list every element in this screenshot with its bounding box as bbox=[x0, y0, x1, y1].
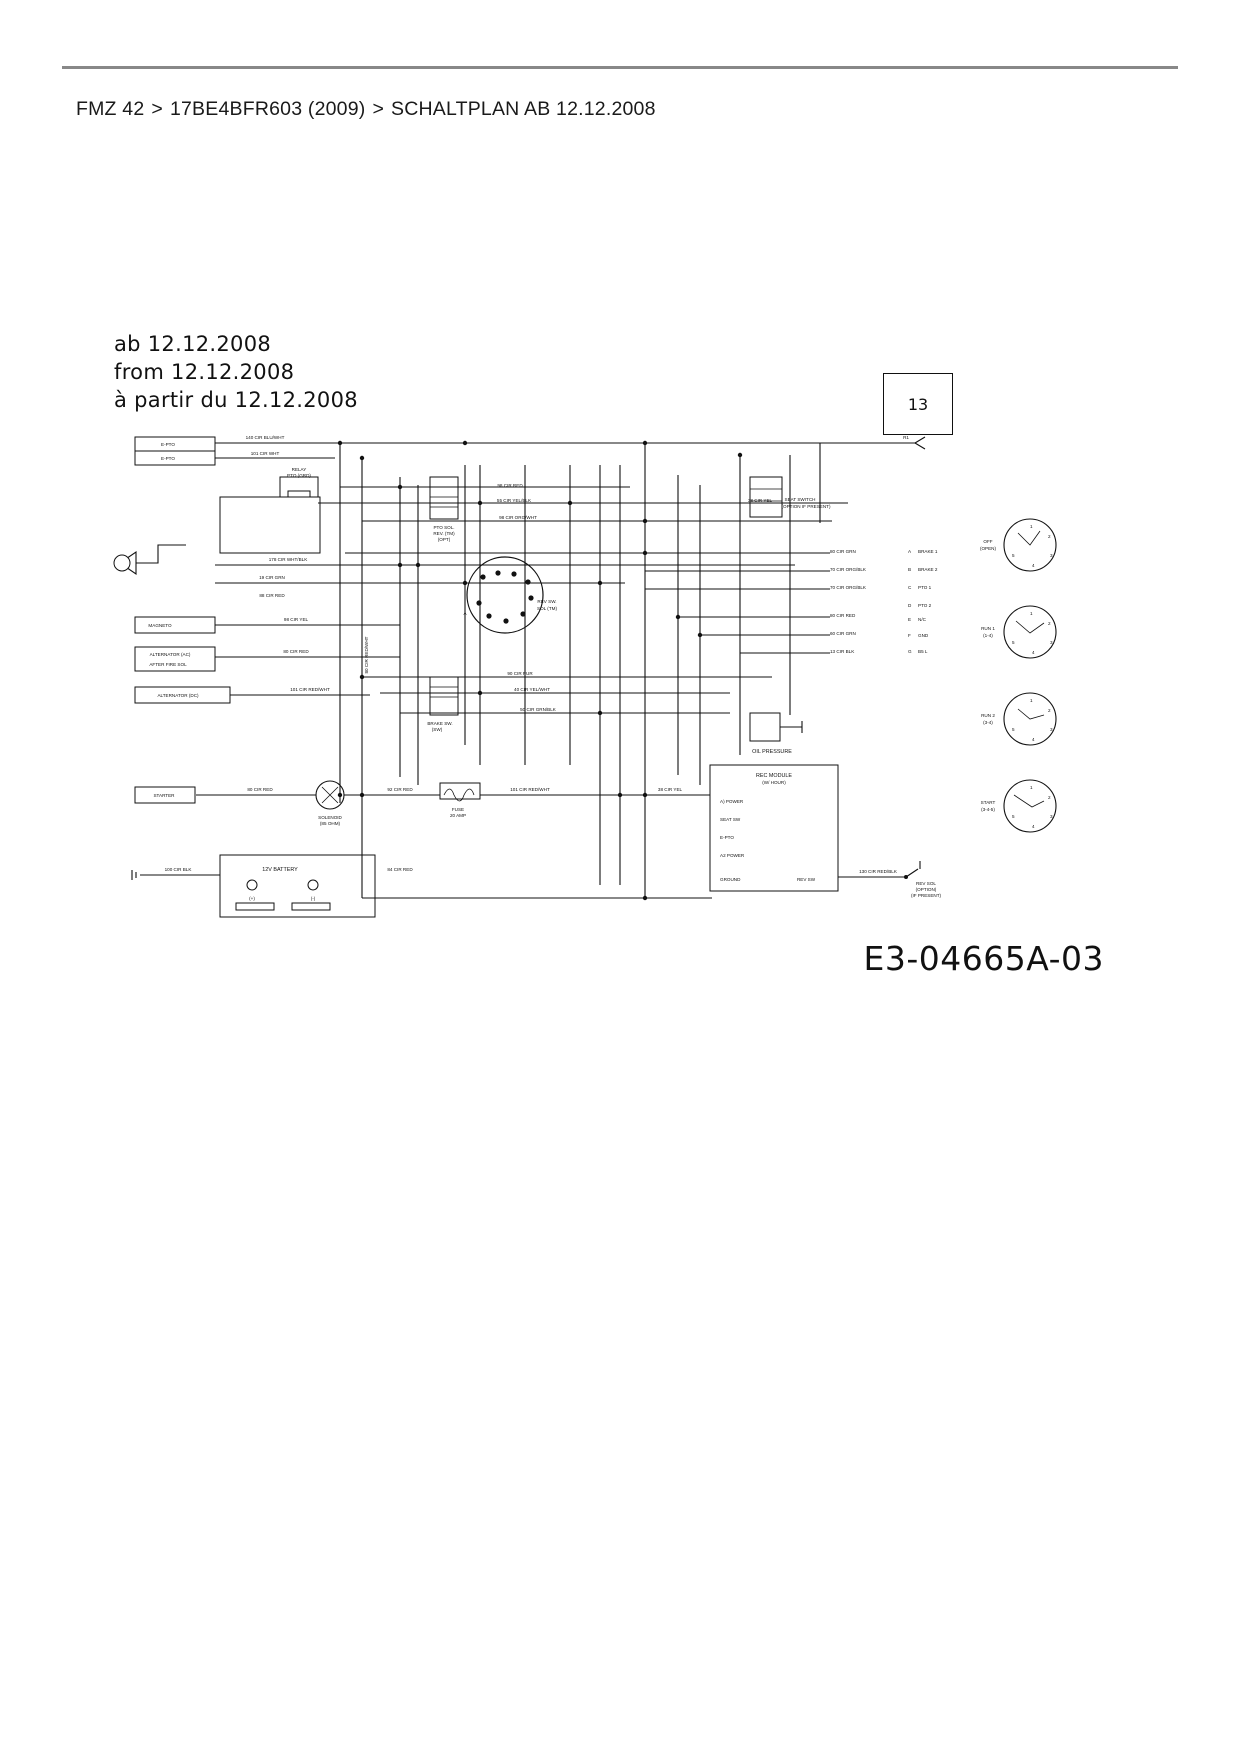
svg-text:BRAKE 2: BRAKE 2 bbox=[918, 567, 938, 572]
svg-text:101 CIR WHT: 101 CIR WHT bbox=[250, 451, 280, 456]
svg-text:BRAKE 1: BRAKE 1 bbox=[918, 549, 938, 554]
rec-module-block bbox=[710, 765, 838, 891]
breadcrumb-item-model[interactable]: FMZ 42 bbox=[76, 98, 145, 120]
breadcrumb-separator-1: > bbox=[151, 98, 163, 120]
svg-text:REV SW: REV SW bbox=[796, 877, 816, 882]
svg-text:R1: R1 bbox=[903, 435, 909, 440]
svg-text:80 CIR RED: 80 CIR RED bbox=[830, 613, 856, 618]
diagram-part-number: E3-04665A-03 bbox=[863, 939, 1104, 978]
solenoid-block bbox=[247, 781, 344, 826]
svg-text:(-): (-) bbox=[310, 896, 316, 901]
svg-text:60 CIR GRN: 60 CIR GRN bbox=[830, 631, 856, 636]
svg-text:1: 1 bbox=[1030, 524, 1033, 529]
wiring-diagram bbox=[100, 325, 1110, 980]
svg-text:70 CIR ORG/BLK: 70 CIR ORG/BLK bbox=[830, 585, 866, 590]
svg-text:GROUND: GROUND bbox=[720, 877, 741, 882]
page-callout-label: 13 bbox=[907, 394, 929, 414]
svg-text:101 CIR RED/WHT: 101 CIR RED/WHT bbox=[290, 687, 330, 692]
svg-text:C: C bbox=[908, 585, 912, 590]
svg-text:38 CIR YEL: 38 CIR YEL bbox=[657, 787, 683, 792]
svg-text:RUN 2: RUN 2 bbox=[981, 713, 995, 718]
svg-text:(OPTION): (OPTION) bbox=[915, 887, 937, 892]
svg-text:1: 1 bbox=[1030, 698, 1033, 703]
svg-text:98 CIR RED: 98 CIR RED bbox=[497, 483, 523, 488]
svg-text:BRAKE SW.: BRAKE SW. bbox=[427, 721, 453, 726]
svg-text:PTO (GRD): PTO (GRD) bbox=[287, 473, 311, 478]
svg-text:12V BATTERY: 12V BATTERY bbox=[262, 867, 298, 873]
svg-text:50 CIR GRN/BLK: 50 CIR GRN/BLK bbox=[520, 707, 556, 712]
svg-text:SOLENOID: SOLENOID bbox=[318, 815, 342, 820]
date-line-de: ab 12.12.2008 bbox=[114, 332, 272, 356]
ignition-terminal-list bbox=[830, 549, 938, 654]
relay-block bbox=[220, 467, 320, 553]
svg-text:E-PTO: E-PTO bbox=[161, 442, 175, 447]
svg-text:88 CIR RED: 88 CIR RED bbox=[259, 593, 285, 598]
svg-text:(OPT): (OPT) bbox=[437, 537, 451, 542]
svg-text:A2 POWER: A2 POWER bbox=[720, 853, 745, 858]
svg-text:A: A bbox=[908, 549, 912, 554]
svg-text:MAGNETO: MAGNETO bbox=[148, 623, 172, 628]
brake-switch-block bbox=[427, 677, 458, 732]
svg-text:80 CIR RED: 80 CIR RED bbox=[283, 649, 309, 654]
svg-text:E-PTO: E-PTO bbox=[720, 835, 734, 840]
svg-text:ALTERNATOR (AC): ALTERNATOR (AC) bbox=[149, 652, 191, 657]
schematic-svg bbox=[100, 325, 1110, 980]
svg-text:A) POWER: A) POWER bbox=[720, 799, 744, 804]
svg-text:38 CIR YEL: 38 CIR YEL bbox=[747, 498, 773, 503]
svg-text:START: START bbox=[980, 800, 996, 805]
svg-text:80 CIR RED/WHT: 80 CIR RED/WHT bbox=[364, 636, 369, 674]
svg-text:REC MODULE: REC MODULE bbox=[756, 773, 792, 779]
svg-text:2: 2 bbox=[1048, 708, 1051, 713]
svg-text:E: E bbox=[908, 617, 912, 622]
breadcrumb-item-serial[interactable]: 17BE4BFR603 (2009) bbox=[169, 98, 366, 120]
svg-text:92 CIR RED: 92 CIR RED bbox=[387, 787, 413, 792]
svg-text:3: 3 bbox=[1050, 640, 1053, 645]
svg-text:20 AMP: 20 AMP bbox=[449, 813, 467, 818]
switch-position-diagrams bbox=[980, 519, 1056, 832]
svg-text:101 CIR RED/WHT: 101 CIR RED/WHT bbox=[510, 787, 550, 792]
svg-text:3: 3 bbox=[1050, 553, 1053, 558]
svg-text:98 CIR ORG/WHT: 98 CIR ORG/WHT bbox=[499, 515, 537, 520]
svg-text:RUN 1: RUN 1 bbox=[981, 626, 995, 631]
svg-text:100 CIR BLK: 100 CIR BLK bbox=[164, 867, 192, 872]
svg-text:(OPTION IF PRESENT): (OPTION IF PRESENT) bbox=[781, 504, 831, 509]
svg-text:A: A bbox=[463, 611, 467, 616]
svg-text:REV SW.: REV SW. bbox=[537, 599, 557, 604]
svg-text:4: 4 bbox=[1032, 650, 1035, 655]
date-line-fr: à partir du 12.12.2008 bbox=[114, 387, 358, 412]
svg-text:PTO SOL.: PTO SOL. bbox=[433, 525, 455, 530]
svg-text:RELAY: RELAY bbox=[291, 467, 307, 472]
svg-text:5: 5 bbox=[1012, 814, 1015, 819]
svg-text:90 CIR PUR: 90 CIR PUR bbox=[507, 671, 533, 676]
svg-text:(3-4-5): (3-4-5) bbox=[981, 807, 995, 812]
svg-text:PTO 1: PTO 1 bbox=[918, 585, 932, 590]
svg-text:GND: GND bbox=[918, 633, 929, 638]
svg-text:(1-4): (1-4) bbox=[983, 633, 993, 638]
svg-text:98 CIR YEL: 98 CIR YEL bbox=[283, 617, 309, 622]
svg-text:5: 5 bbox=[1012, 553, 1015, 558]
breadcrumb bbox=[76, 98, 656, 121]
svg-text:SEAT SWITCH: SEAT SWITCH bbox=[784, 497, 816, 502]
svg-text:80 CIR RED: 80 CIR RED bbox=[247, 787, 273, 792]
svg-text:140 CIR BLU/WHT: 140 CIR BLU/WHT bbox=[245, 435, 285, 440]
header-divider bbox=[62, 66, 1178, 69]
svg-text:B5 L: B5 L bbox=[918, 649, 928, 654]
svg-text:(OPEN): (OPEN) bbox=[979, 546, 997, 551]
horn-symbol bbox=[114, 545, 186, 574]
svg-text:1: 1 bbox=[1030, 785, 1033, 790]
svg-text:F: F bbox=[908, 633, 911, 638]
svg-text:FUSE: FUSE bbox=[451, 807, 465, 812]
svg-text:2: 2 bbox=[1048, 795, 1051, 800]
svg-text:SEAT SW: SEAT SW bbox=[720, 817, 741, 822]
svg-text:OIL PRESSURE: OIL PRESSURE bbox=[752, 749, 792, 755]
svg-text:19 CIR GRN: 19 CIR GRN bbox=[259, 575, 285, 580]
svg-text:3: 3 bbox=[1050, 727, 1053, 732]
svg-text:84 CIR RED: 84 CIR RED bbox=[387, 867, 413, 872]
svg-text:N/C: N/C bbox=[918, 617, 926, 622]
svg-text:B: B bbox=[908, 567, 912, 572]
date-line-en: from 12.12.2008 bbox=[114, 359, 295, 384]
svg-text:REV SOL: REV SOL bbox=[916, 881, 936, 886]
ignition-switch bbox=[463, 557, 557, 633]
svg-text:OFF: OFF bbox=[983, 539, 993, 544]
svg-text:5: 5 bbox=[1012, 727, 1015, 732]
oil-pressure-block bbox=[750, 713, 802, 755]
svg-text:(85 OHM): (85 OHM) bbox=[319, 821, 341, 826]
svg-text:3: 3 bbox=[1050, 814, 1053, 819]
svg-text:1: 1 bbox=[1030, 611, 1033, 616]
svg-text:SOL (TM): SOL (TM) bbox=[537, 606, 557, 611]
breadcrumb-item-section[interactable]: SCHALTPLAN AB 12.12.2008 bbox=[391, 98, 656, 120]
svg-text:4: 4 bbox=[1032, 737, 1035, 742]
svg-text:(IF PRESENT): (IF PRESENT) bbox=[910, 893, 942, 898]
svg-text:STARTER: STARTER bbox=[153, 793, 175, 798]
svg-text:(W/ HOUR): (W/ HOUR) bbox=[762, 780, 786, 785]
rev-sol-option-block bbox=[838, 861, 942, 898]
breadcrumb-separator-2: > bbox=[372, 98, 385, 120]
svg-text:ALTERNATOR (DC): ALTERNATOR (DC) bbox=[157, 693, 199, 698]
svg-text:55 CIR YEL/BLK: 55 CIR YEL/BLK bbox=[496, 498, 532, 503]
svg-text:4: 4 bbox=[1032, 563, 1035, 568]
svg-text:PTO 2: PTO 2 bbox=[918, 603, 932, 608]
svg-text:80 CIR GRN: 80 CIR GRN bbox=[830, 549, 856, 554]
svg-text:(SW): (SW) bbox=[431, 727, 443, 732]
svg-text:AFTER FIRE SOL: AFTER FIRE SOL bbox=[149, 662, 187, 667]
svg-text:REV. (TM): REV. (TM) bbox=[433, 531, 455, 536]
svg-text:70 CIR ORG/BLK: 70 CIR ORG/BLK bbox=[830, 567, 866, 572]
svg-text:E-PTO: E-PTO bbox=[161, 456, 175, 461]
svg-text:40 CIR YEL/WHT: 40 CIR YEL/WHT bbox=[514, 687, 550, 692]
svg-text:G: G bbox=[908, 649, 912, 654]
svg-text:178 CIR WHT/BLK: 178 CIR WHT/BLK bbox=[268, 557, 308, 562]
svg-text:2: 2 bbox=[1048, 621, 1051, 626]
fuse-block bbox=[387, 783, 480, 818]
svg-text:13 CIR BLK: 13 CIR BLK bbox=[830, 649, 855, 654]
svg-text:2: 2 bbox=[1048, 534, 1051, 539]
svg-text:(3-4): (3-4) bbox=[983, 720, 993, 725]
svg-text:130 CIR RED/BLK: 130 CIR RED/BLK bbox=[859, 869, 897, 874]
svg-text:5: 5 bbox=[1012, 640, 1015, 645]
svg-text:(+): (+) bbox=[249, 896, 255, 901]
svg-text:4: 4 bbox=[1032, 824, 1035, 829]
svg-text:D: D bbox=[908, 603, 912, 608]
